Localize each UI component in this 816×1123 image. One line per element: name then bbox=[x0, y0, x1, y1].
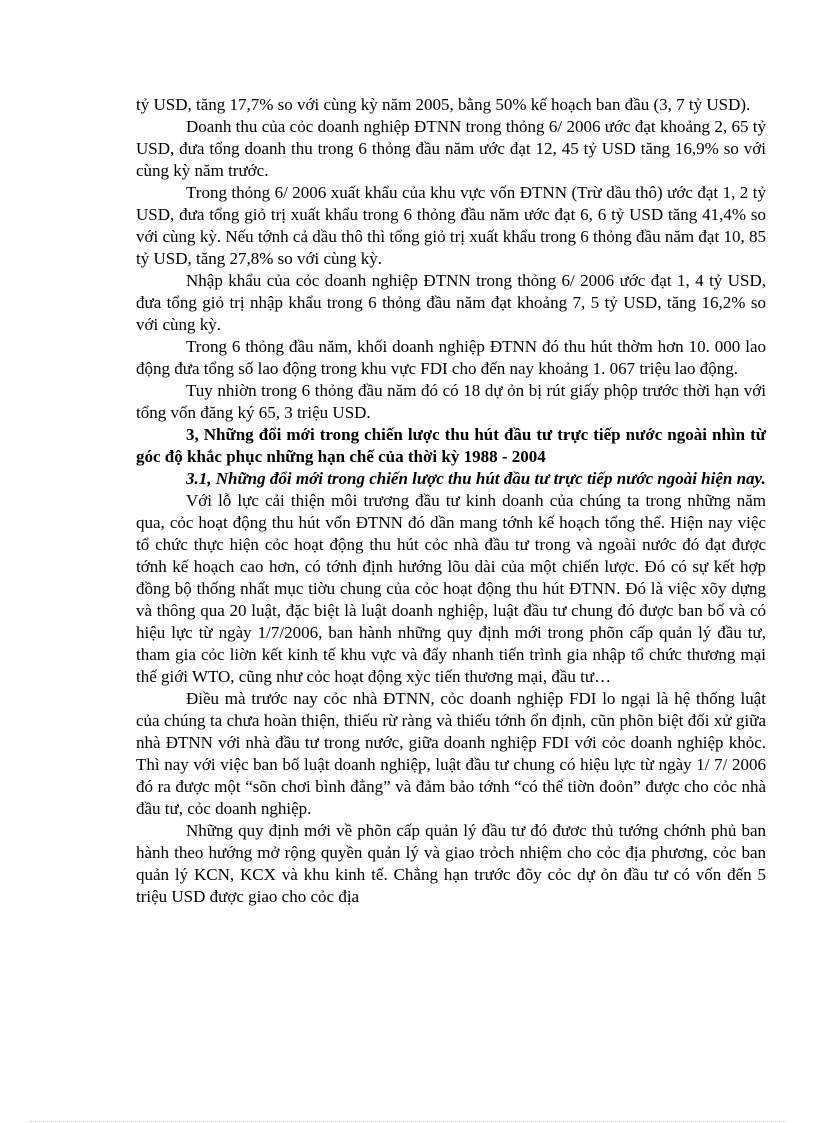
paragraph-export: Trong thỏng 6/ 2006 xuất khẩu của khu vực vốn ĐTNN (Trừ dầu thô) ước đạt 1, 2 tỷ USD, đưa tổng giỏ trị xuất khẩu trong 6 thỏng đầu năm ước đạt 6, 6 tỷ USD tăng 41,4% so với cùng kỳ. Nếu tớnh cả dầu thô thì tổng giỏ trị xuất khẩu trong 6 thỏng đầu năm đạt 10, 85 tỷ USD, tăng 27,8% so với cùng kỳ. bbox=[136, 183, 766, 268]
paragraph-revenue: Doanh thu của cỏc doanh nghiệp ĐTNN trong thỏng 6/ 2006 ước đạt khoảng 2, 65 tỷ USD, đưa tổng doanh thu trong 6 thỏng đầu năm ước đạt 12, 45 tỷ USD tăng 16,9% so với cùng kỳ năm trước. bbox=[136, 117, 766, 180]
paragraph-strategy: Với lỗ lực cải thiện môi trương đầu tư kinh doanh của chúng ta trong những năm qua, cỏc hoạt động thu hút vốn ĐTNN đó dần mang tớnh kế hoạch tổng thể. Hiện nay việc tổ chức thực hiện cỏc hoạt động thu hút cỏc nhà đầu tư trong và ngoài nước đó đạt được tớnh kế hoạch cao hơn, có tớnh định hướng lõu dài của một chiến lược. Đó có sự kết hợp đồng bộ thống nhất mục tiờu chung của cỏc hoạt động thu hút ĐTNN. Đó là việc xõy dựng và thông qua 20 luật, đặc biệt là luật doanh nghiệp, luật đầu tư chung đó được ban bố và có hiệu lực từ ngày 1/7/2006, ban hành những quy định mới trong phõn cấp quản lý đầu tư, tham gia cỏc liờn kết kinh tế khu vực và đẩy nhanh tiến trình gia nhập tổ chức thương mại thế giới WTO, cũng như cỏc hoạt động xỳc tiến thương mại, đầu tư… bbox=[136, 491, 766, 686]
subsection-heading: 3.1, Những đổi mới trong chiến lược thu hút đầu tư trực tiếp nước ngoài hiện nay. bbox=[186, 469, 766, 488]
paragraph-legal-system: Điều mà trước nay cỏc nhà ĐTNN, cỏc doanh nghiệp FDI lo ngại là hệ thống luật của chúng ta chưa hoàn thiện, thiếu rừ ràng và thiếu tớnh ổn định, cũn phõn biệt đối xử giữa nhà ĐTNN với nhà đầu tư trong nước, giữa doanh nghiệp FDI với cỏc doanh nghiệp khỏc. Thì nay với việc ban bố luật doanh nghiệp, luật đầu tư chung có hiệu lực từ ngày 1/ 7/ 2006 đó ra được một “sõn chơi bình đẳng” và đảm bảo tớnh “có thể tiờn đoỏn” được cho cỏc nhà đầu tư, cỏc doanh nghiệp. bbox=[136, 689, 766, 818]
paragraph-decentralization: Những quy định mới về phõn cấp quản lý đầu tư đó đươc thủ tướng chớnh phủ ban hành theo hướng mở rộng quyền quản lý và giao trỏch nhiệm cho cỏc địa phương, cỏc ban quản lý KCN, KCX và khu kinh tế. Chẳng hạn trước đõy cỏc dự ỏn đầu tư có vốn đến 5 triệu USD được giao cho cỏc địa bbox=[136, 821, 766, 906]
page-bottom-divider bbox=[30, 1121, 786, 1122]
section-heading: 3, Những đổi mới trong chiến lược thu hút đầu tư trực tiếp nước ngoài nhìn từ góc độ khắc phục những hạn chế của thời kỳ 1988 - 2004 bbox=[136, 425, 766, 466]
document-page bbox=[136, 94, 766, 908]
paragraph-import: Nhập khẩu của cỏc doanh nghiệp ĐTNN trong thỏng 6/ 2006 ước đạt 1, 4 tỷ USD, đưa tổng giỏ trị nhập khẩu trong 6 thỏng đầu năm đạt khoảng 7, 5 tỷ USD, tăng 16,2% so với cùng kỳ. bbox=[136, 271, 766, 334]
paragraph-revoked-projects: Tuy nhiờn trong 6 thỏng đầu năm đó có 18 dự ỏn bị rút giấy phộp trước thời hạn với tổng vốn đăng ký 65, 3 triệu USD. bbox=[136, 381, 766, 422]
paragraph-export-summary: tỷ USD, tăng 17,7% so với cùng kỳ năm 2005, bằng 50% kế hoạch ban đầu (3, 7 tỷ USD). bbox=[136, 95, 751, 114]
paragraph-labor: Trong 6 thỏng đầu năm, khối doanh nghiệp ĐTNN đó thu hút thờm hơn 10. 000 lao động đưa tổng số lao động trong khu vực FDI cho đến nay khoảng 1. 067 triệu lao động. bbox=[136, 337, 766, 378]
